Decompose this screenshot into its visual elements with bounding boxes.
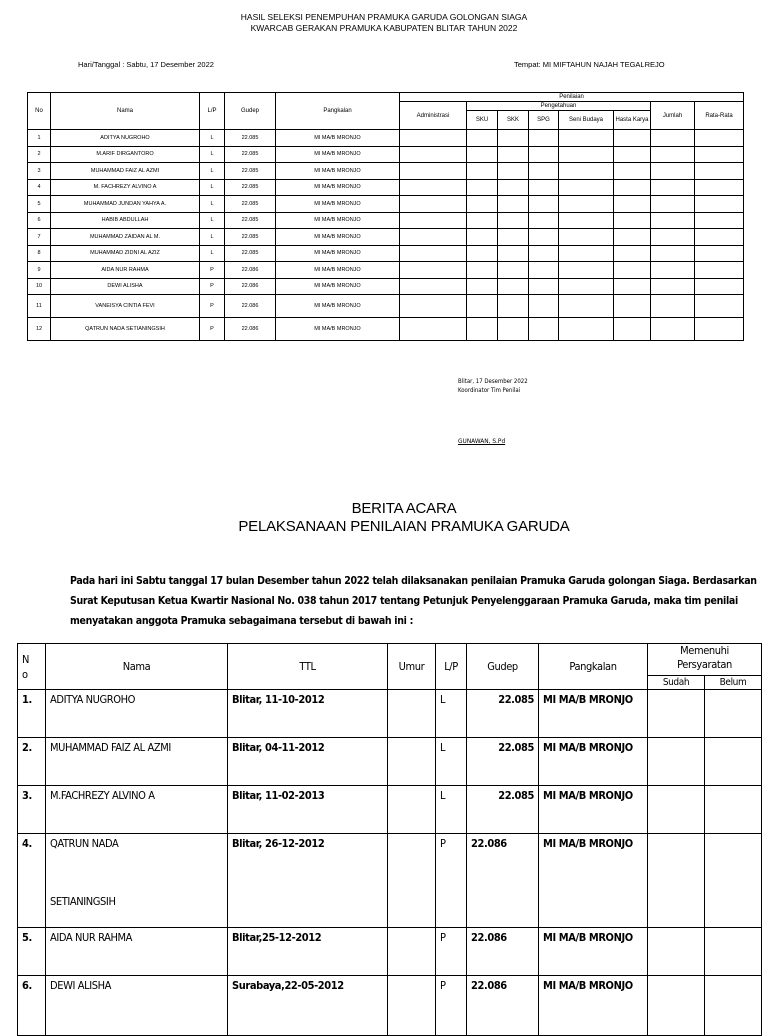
cell-spg: [529, 262, 559, 279]
cell-administrasi: [400, 212, 467, 229]
cell-jumlah: [651, 212, 695, 229]
cell-skk: [498, 163, 529, 180]
cell-seni-budaya: [559, 212, 614, 229]
cell-nama: HABIB ABDULLAH: [51, 212, 200, 229]
th2-no-top: N: [22, 652, 30, 666]
cell-seni-budaya: [559, 130, 614, 147]
cell-hasta-karya: [614, 163, 651, 180]
cell-sku: [467, 146, 498, 163]
table-row: [28, 163, 744, 180]
cell-pangkalan: MI MA/B MRONJO: [276, 163, 400, 180]
cell-spg: [529, 245, 559, 262]
cell-jumlah: [651, 179, 695, 196]
cell-seni-budaya: [559, 295, 614, 318]
cell-seni-budaya: [559, 262, 614, 279]
cell-lp: P: [200, 278, 225, 295]
cell-lp: L: [200, 245, 225, 262]
cell-skk: [498, 278, 529, 295]
cell-jumlah: [651, 196, 695, 213]
cell-administrasi: [400, 229, 467, 246]
th-rata-rata: Rata-Rata: [695, 102, 744, 130]
cell-hasta-karya: [614, 278, 651, 295]
cell-spg: [529, 179, 559, 196]
cell-nama-line-1: ADITYA NUGROHO: [50, 693, 136, 706]
cell-sku: [467, 278, 498, 295]
cell-gudep: 22.085: [225, 245, 276, 262]
cell-hasta-karya: [614, 196, 651, 213]
cell-belum: [705, 928, 762, 976]
th2-lp: L/P: [436, 644, 467, 690]
cell-lp: L: [200, 212, 225, 229]
cell-no: 2: [28, 146, 51, 163]
table-row: [18, 834, 762, 928]
cell-lp: P: [436, 834, 467, 928]
cell-skk: [498, 130, 529, 147]
cell-seni-budaya: [559, 229, 614, 246]
table-row: [18, 690, 762, 738]
cell-skk: [498, 196, 529, 213]
cell-sudah: [648, 738, 705, 786]
cell-hasta-karya: [614, 318, 651, 341]
cell-nama: MUHAMMAD ZIDNI AL AZIZ: [51, 245, 200, 262]
cell-seni-budaya: [559, 163, 614, 180]
table-row: [18, 928, 762, 976]
cell-spg: [529, 295, 559, 318]
cell-jumlah: [651, 278, 695, 295]
cell-sku: [467, 295, 498, 318]
cell-seni-budaya: [559, 245, 614, 262]
cell-lp: P: [200, 295, 225, 318]
cell-gudep: 22.086: [225, 262, 276, 279]
th-penilaian: Penilaian: [400, 93, 744, 102]
cell-spg: [529, 278, 559, 295]
cell-pangkalan: MI MA/B MRONJO: [276, 146, 400, 163]
th-hasta-karya: Hasta Karya: [614, 111, 651, 130]
th2-ttl: TTL: [228, 644, 388, 690]
table-row: [28, 212, 744, 229]
cell-jumlah: [651, 146, 695, 163]
cell-no: 6: [28, 212, 51, 229]
signature-place-date: Blitar, 17 Desember 2022: [458, 378, 528, 385]
cell-nama: MUHAMMAD ZAIDAN AL M.: [51, 229, 200, 246]
cell-hasta-karya: [614, 262, 651, 279]
cell-no: 5.: [18, 928, 46, 976]
cell-spg: [529, 318, 559, 341]
cell-nama: M. FACHREZY ALVINO A: [51, 179, 200, 196]
table-row: [28, 318, 744, 341]
table-row: [28, 245, 744, 262]
cell-lp: L: [200, 179, 225, 196]
cell-pangkalan: MI MA/B MRONJO: [539, 976, 648, 1036]
cell-skk: [498, 262, 529, 279]
cell-gudep: 22.085: [225, 130, 276, 147]
cell-no: 7: [28, 229, 51, 246]
cell-sku: [467, 130, 498, 147]
th-seni-budaya: Seni Budaya: [559, 111, 614, 130]
berita-paragraph: Pada hari ini Sabtu tanggal 17 bulan Desember tahun 2022 telah dilaksanakan penilaian Pramuka Garuda golongan Siaga. Berdasarkan Surat Keputusan Ketua Kwartir Nasional No. 038 tahun 2017 tentang Petunjuk Penyelenggaraan Pramuka Garuda, maka tim penilai menyatakan anggota Pramuka sebagaimana tersebut di bawah ini :: [70, 575, 757, 627]
cell-nama: AIDA NUR RAHMA: [51, 262, 200, 279]
cell-umur: [388, 690, 436, 738]
cell-pangkalan: MI MA/B MRONJO: [539, 928, 648, 976]
cell-hasta-karya: [614, 245, 651, 262]
cell-gudep: 22.085: [467, 786, 539, 834]
cell-spg: [529, 229, 559, 246]
cell-no: 2.: [18, 738, 46, 786]
cell-gudep: 22.085: [225, 229, 276, 246]
cell-rata-rata: [695, 229, 744, 246]
cell-ttl: Blitar,25-12-2012: [228, 928, 388, 976]
cell-ttl: Surabaya,22-05-2012: [228, 976, 388, 1036]
cell-skk: [498, 179, 529, 196]
cell-nama: [46, 738, 228, 786]
table-row: [28, 262, 744, 279]
cell-nama: [46, 928, 228, 976]
cell-jumlah: [651, 262, 695, 279]
th2-pangkalan: Pangkalan: [539, 644, 648, 690]
cell-umur: [388, 834, 436, 928]
cell-lp: L: [200, 130, 225, 147]
cell-sku: [467, 179, 498, 196]
cell-rata-rata: [695, 212, 744, 229]
th-jumlah: Jumlah: [651, 102, 695, 130]
cell-administrasi: [400, 196, 467, 213]
cell-pangkalan: MI MA/B MRONJO: [539, 786, 648, 834]
cell-jumlah: [651, 245, 695, 262]
cell-pangkalan: MI MA/B MRONJO: [539, 690, 648, 738]
cell-no: 3: [28, 163, 51, 180]
cell-pangkalan: MI MA/B MRONJO: [276, 245, 400, 262]
cell-umur: [388, 976, 436, 1036]
cell-gudep: 22.085: [225, 163, 276, 180]
cell-lp: P: [200, 318, 225, 341]
cell-sku: [467, 245, 498, 262]
th-gudep: Gudep: [225, 93, 276, 130]
cell-rata-rata: [695, 278, 744, 295]
cell-rata-rata: [695, 146, 744, 163]
cell-skk: [498, 318, 529, 341]
cell-umur: [388, 786, 436, 834]
cell-spg: [529, 130, 559, 147]
table-row: [18, 786, 762, 834]
cell-rata-rata: [695, 179, 744, 196]
cell-lp: P: [436, 976, 467, 1036]
results-table: [27, 92, 744, 341]
cell-administrasi: [400, 146, 467, 163]
cell-nama: [46, 690, 228, 738]
cell-no: 8: [28, 245, 51, 262]
cell-no: 4.: [18, 834, 46, 928]
th-skk: SKK: [498, 111, 529, 130]
cell-administrasi: [400, 318, 467, 341]
th-sku: SKU: [467, 111, 498, 130]
th2-gudep: Gudep: [467, 644, 539, 690]
table-row: [28, 179, 744, 196]
cell-skk: [498, 229, 529, 246]
cell-pangkalan: MI MA/B MRONJO: [276, 212, 400, 229]
cell-no: 9: [28, 262, 51, 279]
berita-table: [17, 643, 762, 1036]
cell-belum: [705, 690, 762, 738]
cell-pangkalan: MI MA/B MRONJO: [276, 130, 400, 147]
cell-hasta-karya: [614, 146, 651, 163]
cell-lp: P: [436, 928, 467, 976]
cell-seni-budaya: [559, 278, 614, 295]
cell-administrasi: [400, 179, 467, 196]
cell-gudep: 22.086: [225, 295, 276, 318]
th2-belum: Belum: [705, 676, 762, 690]
cell-no: 6.: [18, 976, 46, 1036]
cell-gudep: 22.086: [467, 976, 539, 1036]
cell-nama: VANEISYA CINTIA FEVI: [51, 295, 200, 318]
cell-rata-rata: [695, 295, 744, 318]
berita-acara-title: [0, 500, 768, 536]
cell-spg: [529, 146, 559, 163]
cell-hasta-karya: [614, 212, 651, 229]
cell-nama: ADITYA NUGROHO: [51, 130, 200, 147]
cell-pangkalan: MI MA/B MRONJO: [539, 738, 648, 786]
berita-title-line-1: BERITA ACARA: [351, 500, 457, 517]
cell-skk: [498, 212, 529, 229]
table-row: [28, 278, 744, 295]
cell-no: 10: [28, 278, 51, 295]
cell-nama-line-1: QATRUN NADA: [50, 837, 119, 850]
cell-hasta-karya: [614, 130, 651, 147]
cell-rata-rata: [695, 318, 744, 341]
hari-tanggal: Hari/Tanggal : Sabtu, 17 Desember 2022: [78, 60, 214, 69]
cell-gudep: 22.086: [225, 318, 276, 341]
th2-memenuhi: Memenuhi Persyaratan: [648, 644, 762, 676]
cell-nama-line-1: AIDA NUR RAHMA: [50, 931, 133, 944]
cell-spg: [529, 196, 559, 213]
cell-spg: [529, 163, 559, 180]
th-lp: L/P: [200, 93, 225, 130]
signature-role: Koordinator Tim Penilai: [458, 387, 521, 394]
cell-gudep: 22.086: [467, 834, 539, 928]
th2-no-bottom: o: [22, 667, 28, 681]
cell-no: 1: [28, 130, 51, 147]
cell-ttl: Blitar, 11-10-2012: [228, 690, 388, 738]
cell-nama: QATRUN NADA SETIANINGSIH: [51, 318, 200, 341]
table-row: [28, 130, 744, 147]
cell-gudep: 22.085: [225, 196, 276, 213]
cell-pangkalan: MI MA/B MRONJO: [276, 262, 400, 279]
cell-sudah: [648, 976, 705, 1036]
berita-title-line-2: PELAKSANAAN PENILAIAN PRAMUKA GARUDA: [238, 518, 570, 535]
cell-skk: [498, 146, 529, 163]
cell-nama: M.ARIF DIRGANTORO: [51, 146, 200, 163]
cell-lp: P: [200, 262, 225, 279]
cell-nama: [46, 834, 228, 928]
cell-sku: [467, 229, 498, 246]
th2-nama: Nama: [46, 644, 228, 690]
table-row: [18, 738, 762, 786]
cell-sudah: [648, 786, 705, 834]
cell-gudep: 22.085: [225, 212, 276, 229]
cell-rata-rata: [695, 245, 744, 262]
cell-gudep: 22.085: [467, 690, 539, 738]
cell-skk: [498, 245, 529, 262]
cell-jumlah: [651, 318, 695, 341]
signature-name: GUNAWAN, S.Pd: [458, 437, 506, 445]
cell-administrasi: [400, 278, 467, 295]
cell-seni-budaya: [559, 318, 614, 341]
cell-pangkalan: MI MA/B MRONJO: [276, 318, 400, 341]
cell-no: 5: [28, 196, 51, 213]
cell-jumlah: [651, 130, 695, 147]
cell-rata-rata: [695, 262, 744, 279]
th-pengetahuan: Pengetahuan: [467, 102, 651, 111]
th2-sudah: Sudah: [648, 676, 705, 690]
cell-nama-line-2: SETIANINGSIH: [50, 895, 116, 908]
cell-belum: [705, 976, 762, 1036]
cell-rata-rata: [695, 196, 744, 213]
cell-gudep: 22.086: [467, 928, 539, 976]
th2-umur: Umur: [388, 644, 436, 690]
th-pangkalan: Pangkalan: [276, 93, 400, 130]
cell-nama: [46, 786, 228, 834]
tempat: Tempat: MI MIFTAHUN NAJAH TEGALREJO: [514, 60, 665, 69]
cell-jumlah: [651, 229, 695, 246]
cell-lp: L: [200, 146, 225, 163]
cell-gudep: 22.085: [467, 738, 539, 786]
cell-no: 11: [28, 295, 51, 318]
cell-ttl: Blitar, 04-11-2012: [228, 738, 388, 786]
th-administrasi: Administrasi: [400, 102, 467, 130]
cell-lp: L: [436, 690, 467, 738]
cell-jumlah: [651, 295, 695, 318]
cell-ttl: Blitar, 26-12-2012: [228, 834, 388, 928]
cell-gudep: 22.086: [225, 278, 276, 295]
cell-nama: MUHAMMAD JUNDAN YAHYA A.: [51, 196, 200, 213]
cell-administrasi: [400, 245, 467, 262]
cell-rata-rata: [695, 130, 744, 147]
cell-administrasi: [400, 262, 467, 279]
cell-belum: [705, 786, 762, 834]
cell-lp: L: [200, 163, 225, 180]
cell-lp: L: [436, 786, 467, 834]
cell-no: 12: [28, 318, 51, 341]
cell-lp: L: [200, 229, 225, 246]
cell-sudah: [648, 834, 705, 928]
cell-hasta-karya: [614, 179, 651, 196]
cell-gudep: 22.085: [225, 146, 276, 163]
document-title: [0, 12, 768, 34]
table-row: [18, 976, 762, 1036]
cell-hasta-karya: [614, 229, 651, 246]
cell-hasta-karya: [614, 295, 651, 318]
cell-seni-budaya: [559, 196, 614, 213]
cell-lp: L: [200, 196, 225, 213]
cell-no: 4: [28, 179, 51, 196]
cell-sudah: [648, 928, 705, 976]
table-row: [28, 196, 744, 213]
cell-administrasi: [400, 163, 467, 180]
cell-no: 3.: [18, 786, 46, 834]
cell-nama: DEWI ALISHA: [51, 278, 200, 295]
cell-nama: [46, 976, 228, 1036]
cell-administrasi: [400, 295, 467, 318]
cell-spg: [529, 212, 559, 229]
cell-seni-budaya: [559, 179, 614, 196]
title-line-2: KWARCAB GERAKAN PRAMUKA KABUPATEN BLITAR TAHUN 2022: [250, 23, 518, 33]
cell-pangkalan: MI MA/B MRONJO: [276, 229, 400, 246]
cell-jumlah: [651, 163, 695, 180]
cell-belum: [705, 738, 762, 786]
cell-gudep: 22.085: [225, 179, 276, 196]
cell-pangkalan: MI MA/B MRONJO: [539, 834, 648, 928]
table-row: [28, 229, 744, 246]
cell-pangkalan: MI MA/B MRONJO: [276, 196, 400, 213]
cell-lp: L: [436, 738, 467, 786]
cell-belum: [705, 834, 762, 928]
cell-umur: [388, 928, 436, 976]
table-row: [28, 146, 744, 163]
cell-umur: [388, 738, 436, 786]
cell-skk: [498, 295, 529, 318]
cell-pangkalan: MI MA/B MRONJO: [276, 295, 400, 318]
cell-pangkalan: MI MA/B MRONJO: [276, 179, 400, 196]
cell-sudah: [648, 690, 705, 738]
cell-rata-rata: [695, 163, 744, 180]
table-row: [28, 295, 744, 318]
cell-nama: MUHAMMAD FAIZ AL AZMI: [51, 163, 200, 180]
cell-sku: [467, 262, 498, 279]
cell-sku: [467, 318, 498, 341]
th2-no: [18, 644, 46, 690]
cell-administrasi: [400, 130, 467, 147]
cell-pangkalan: MI MA/B MRONJO: [276, 278, 400, 295]
th-nama: Nama: [51, 93, 200, 130]
cell-sku: [467, 212, 498, 229]
cell-nama-line-1: MUHAMMAD FAIZ AL AZMI: [50, 741, 171, 754]
cell-nama-line-1: DEWI ALISHA: [50, 979, 112, 992]
cell-sku: [467, 196, 498, 213]
cell-ttl: Blitar, 11-02-2013: [228, 786, 388, 834]
th-spg: SPG: [529, 111, 559, 130]
cell-nama-line-1: M.FACHREZY ALVINO A: [50, 789, 155, 802]
title-line-1: HASIL SELEKSI PENEMPUHAN PRAMUKA GARUDA GOLONGAN SIAGA: [240, 12, 528, 22]
cell-no: 1.: [18, 690, 46, 738]
cell-sku: [467, 163, 498, 180]
th-no: No: [28, 93, 51, 130]
cell-seni-budaya: [559, 146, 614, 163]
